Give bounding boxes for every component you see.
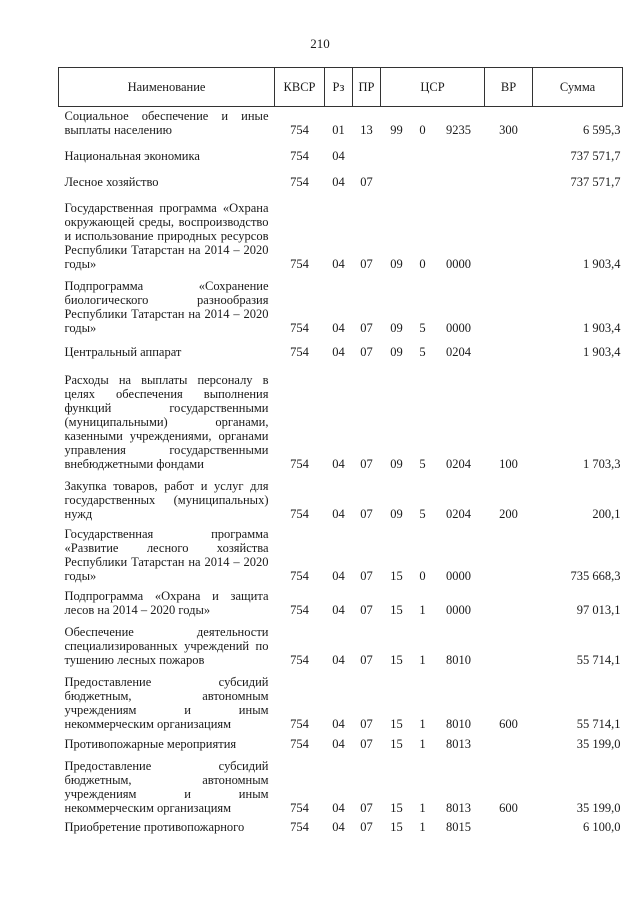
row-csr-direction: 8013 <box>446 737 471 751</box>
row-csr-subprogram: 5 <box>419 457 426 471</box>
row-vr <box>485 274 533 338</box>
header-sum: Сумма <box>533 68 623 107</box>
row-vr <box>485 140 533 166</box>
row-csr-subprogram: 1 <box>419 653 426 667</box>
row-csr-subprogram: 5 <box>419 321 426 335</box>
row-name: Предоставление субсидий бюджетным, автономным учреждениям и иным некоммерческим организациям <box>64 675 269 731</box>
row-name: Подпрограмма «Сохранение биологического разнообразия Республики Татарстан на 2014 – 2020 годы» <box>64 279 269 335</box>
row-kvsr: 754 <box>290 569 309 583</box>
row-name: Национальная экономика <box>64 149 200 163</box>
table-row <box>59 734 623 754</box>
header-kvsr: КВСР <box>275 68 325 107</box>
row-name: Предоставление субсидий бюджетным, автономным учреждениям и иным некоммерческим организациям <box>64 759 269 815</box>
row-kvsr: 754 <box>290 123 309 137</box>
row-kvsr: 754 <box>290 717 309 731</box>
table-body <box>59 107 623 847</box>
row-vr <box>485 166 533 192</box>
row-name: Лесное хозяйство <box>64 175 159 189</box>
row-csr-subprogram: 5 <box>419 507 426 521</box>
row-pr: 07 <box>360 603 373 617</box>
row-vr: 600 <box>499 801 518 815</box>
row-pr: 07 <box>360 653 373 667</box>
row-vr: 600 <box>499 717 518 731</box>
row-rz: 04 <box>332 457 345 471</box>
row-rz: 04 <box>332 737 345 751</box>
table-row <box>59 362 623 474</box>
row-csr-program: 15 <box>390 717 403 731</box>
row-csr-direction: 8010 <box>446 653 471 667</box>
row-pr <box>353 140 381 166</box>
row-vr <box>485 734 533 754</box>
row-rz: 04 <box>332 569 345 583</box>
table-row <box>59 166 623 192</box>
row-csr-direction: 0204 <box>446 507 471 521</box>
row-name: Государственная программа «Охрана окружающей среды, воспроизводство и использование природных ресурсов Республики Татарстан на 2014 – 2020 годы» <box>64 201 269 271</box>
row-sum: 55 714,1 <box>576 653 621 667</box>
header-vr: ВР <box>485 68 533 107</box>
row-rz: 04 <box>332 175 345 189</box>
row-csr-direction: 8013 <box>446 801 471 815</box>
row-rz: 04 <box>332 321 345 335</box>
row-kvsr: 754 <box>290 820 309 834</box>
row-rz: 04 <box>332 653 345 667</box>
table-row <box>59 107 623 141</box>
row-pr: 07 <box>360 820 373 834</box>
row-csr-program: 09 <box>390 457 403 471</box>
row-name: Социальное обеспечение и иные выплаты населению <box>64 109 269 137</box>
row-csr-direction: 0204 <box>446 457 471 471</box>
row-rz: 04 <box>332 149 345 163</box>
row-csr-program: 09 <box>390 345 403 359</box>
table-row <box>59 620 623 670</box>
row-csr-subprogram: 0 <box>419 569 426 583</box>
row-kvsr: 754 <box>290 737 309 751</box>
row-vr <box>485 586 533 620</box>
row-csr-program: 09 <box>390 257 403 271</box>
row-sum: 1 903,4 <box>583 321 621 335</box>
row-kvsr: 754 <box>290 507 309 521</box>
row-csr-direction: 8015 <box>446 820 471 834</box>
row-kvsr: 754 <box>290 257 309 271</box>
row-sum: 737 571,7 <box>570 149 621 163</box>
row-csr-subprogram: 1 <box>419 820 426 834</box>
row-kvsr: 754 <box>290 457 309 471</box>
row-csr-subprogram: 0 <box>419 257 426 271</box>
row-vr <box>485 338 533 362</box>
row-csr-subprogram: 1 <box>419 603 426 617</box>
row-name: Государственная программа «Развитие лесного хозяйства Республики Татарстан на 2014 – 2020 годы» <box>64 527 269 583</box>
row-sum: 1 903,4 <box>583 257 621 271</box>
row-csr-program: 15 <box>390 653 403 667</box>
row-name: Подпрограмма «Охрана и защита лесов на 2014 – 2020 годы» <box>64 589 269 617</box>
table-row <box>59 338 623 362</box>
table-row <box>59 586 623 620</box>
row-kvsr: 754 <box>290 149 309 163</box>
row-csr-direction: 0000 <box>446 569 471 583</box>
row-vr: 300 <box>499 123 518 137</box>
row-pr: 07 <box>360 257 373 271</box>
row-csr-program <box>381 140 413 166</box>
row-rz: 04 <box>332 717 345 731</box>
row-vr <box>485 192 533 274</box>
table-row <box>59 524 623 586</box>
row-csr-program: 09 <box>390 321 403 335</box>
row-csr-program: 15 <box>390 737 403 751</box>
row-kvsr: 754 <box>290 603 309 617</box>
row-sum: 6 100,0 <box>583 820 621 834</box>
header-name: Наименование <box>59 68 275 107</box>
row-csr-program: 15 <box>390 820 403 834</box>
row-rz: 04 <box>332 345 345 359</box>
header-pr: ПР <box>353 68 381 107</box>
row-csr-subprogram: 1 <box>419 801 426 815</box>
row-sum: 97 013,1 <box>576 603 621 617</box>
row-rz: 04 <box>332 257 345 271</box>
row-csr-subprogram: 1 <box>419 717 426 731</box>
table-row <box>59 474 623 524</box>
row-rz: 04 <box>332 820 345 834</box>
row-sum: 35 199,0 <box>576 801 621 815</box>
row-csr-subprogram: 0 <box>419 123 426 137</box>
row-pr: 07 <box>360 737 373 751</box>
row-sum: 735 668,3 <box>570 569 621 583</box>
row-csr-direction: 0204 <box>446 345 471 359</box>
row-csr-program: 15 <box>390 569 403 583</box>
row-csr-direction: 0000 <box>446 257 471 271</box>
row-rz: 04 <box>332 801 345 815</box>
row-rz: 01 <box>332 123 345 137</box>
row-sum: 1 903,4 <box>583 345 621 359</box>
row-kvsr: 754 <box>290 653 309 667</box>
row-csr-direction: 0000 <box>446 603 471 617</box>
row-vr <box>485 818 533 846</box>
row-sum: 200,1 <box>592 507 621 521</box>
table-row <box>59 140 623 166</box>
row-csr-direction <box>433 166 485 192</box>
page-number: 210 <box>310 36 330 51</box>
row-pr: 07 <box>360 507 373 521</box>
row-pr: 13 <box>360 123 373 137</box>
row-kvsr: 754 <box>290 801 309 815</box>
row-pr: 07 <box>360 321 373 335</box>
table-row <box>59 670 623 734</box>
row-pr: 07 <box>360 457 373 471</box>
table-row <box>59 274 623 338</box>
row-pr: 07 <box>360 717 373 731</box>
header-rz: Рз <box>325 68 353 107</box>
row-csr-program: 15 <box>390 603 403 617</box>
header-csr: ЦСР <box>381 68 485 107</box>
row-vr: 100 <box>499 457 518 471</box>
row-csr-program: 99 <box>390 123 403 137</box>
row-kvsr: 754 <box>290 321 309 335</box>
table-row <box>59 818 623 846</box>
row-csr-direction: 8010 <box>446 717 471 731</box>
row-csr-subprogram <box>413 140 433 166</box>
row-vr: 200 <box>499 507 518 521</box>
row-name: Обеспечение деятельности специализированных учреждений по тушению лесных пожаров <box>64 625 269 667</box>
row-rz: 04 <box>332 507 345 521</box>
row-csr-direction: 0000 <box>446 321 471 335</box>
table-header-row <box>59 68 623 107</box>
table-row <box>59 754 623 818</box>
row-sum: 1 703,3 <box>583 457 621 471</box>
row-csr-program: 15 <box>390 801 403 815</box>
row-sum: 35 199,0 <box>576 737 621 751</box>
row-name: Закупка товаров, работ и услуг для государственных (муниципальных) нужд <box>64 479 269 521</box>
row-kvsr: 754 <box>290 175 309 189</box>
row-sum: 55 714,1 <box>576 717 621 731</box>
row-name: Расходы на выплаты персоналу в целях обеспечения выполнения функций государственными (муниципальными) органами, казенными учреждениями, органами управления государственными внебюджетными фондами <box>64 373 269 471</box>
row-pr: 07 <box>360 345 373 359</box>
row-vr <box>485 620 533 670</box>
table-row <box>59 192 623 274</box>
row-kvsr: 754 <box>290 345 309 359</box>
row-csr-program <box>381 166 413 192</box>
row-pr: 07 <box>360 175 373 189</box>
row-rz: 04 <box>332 603 345 617</box>
row-name: Центральный аппарат <box>64 345 182 359</box>
row-vr <box>485 524 533 586</box>
row-csr-direction <box>433 140 485 166</box>
row-pr: 07 <box>360 801 373 815</box>
row-csr-subprogram <box>413 166 433 192</box>
budget-table <box>58 67 623 846</box>
row-sum: 737 571,7 <box>570 175 621 189</box>
row-csr-program: 09 <box>390 507 403 521</box>
row-csr-subprogram: 5 <box>419 345 426 359</box>
row-csr-subprogram: 1 <box>419 737 426 751</box>
row-name: Приобретение противопожарного <box>64 820 245 834</box>
row-sum: 6 595,3 <box>583 123 621 137</box>
row-name: Противопожарные мероприятия <box>64 737 237 751</box>
row-pr: 07 <box>360 569 373 583</box>
row-csr-direction: 9235 <box>446 123 471 137</box>
